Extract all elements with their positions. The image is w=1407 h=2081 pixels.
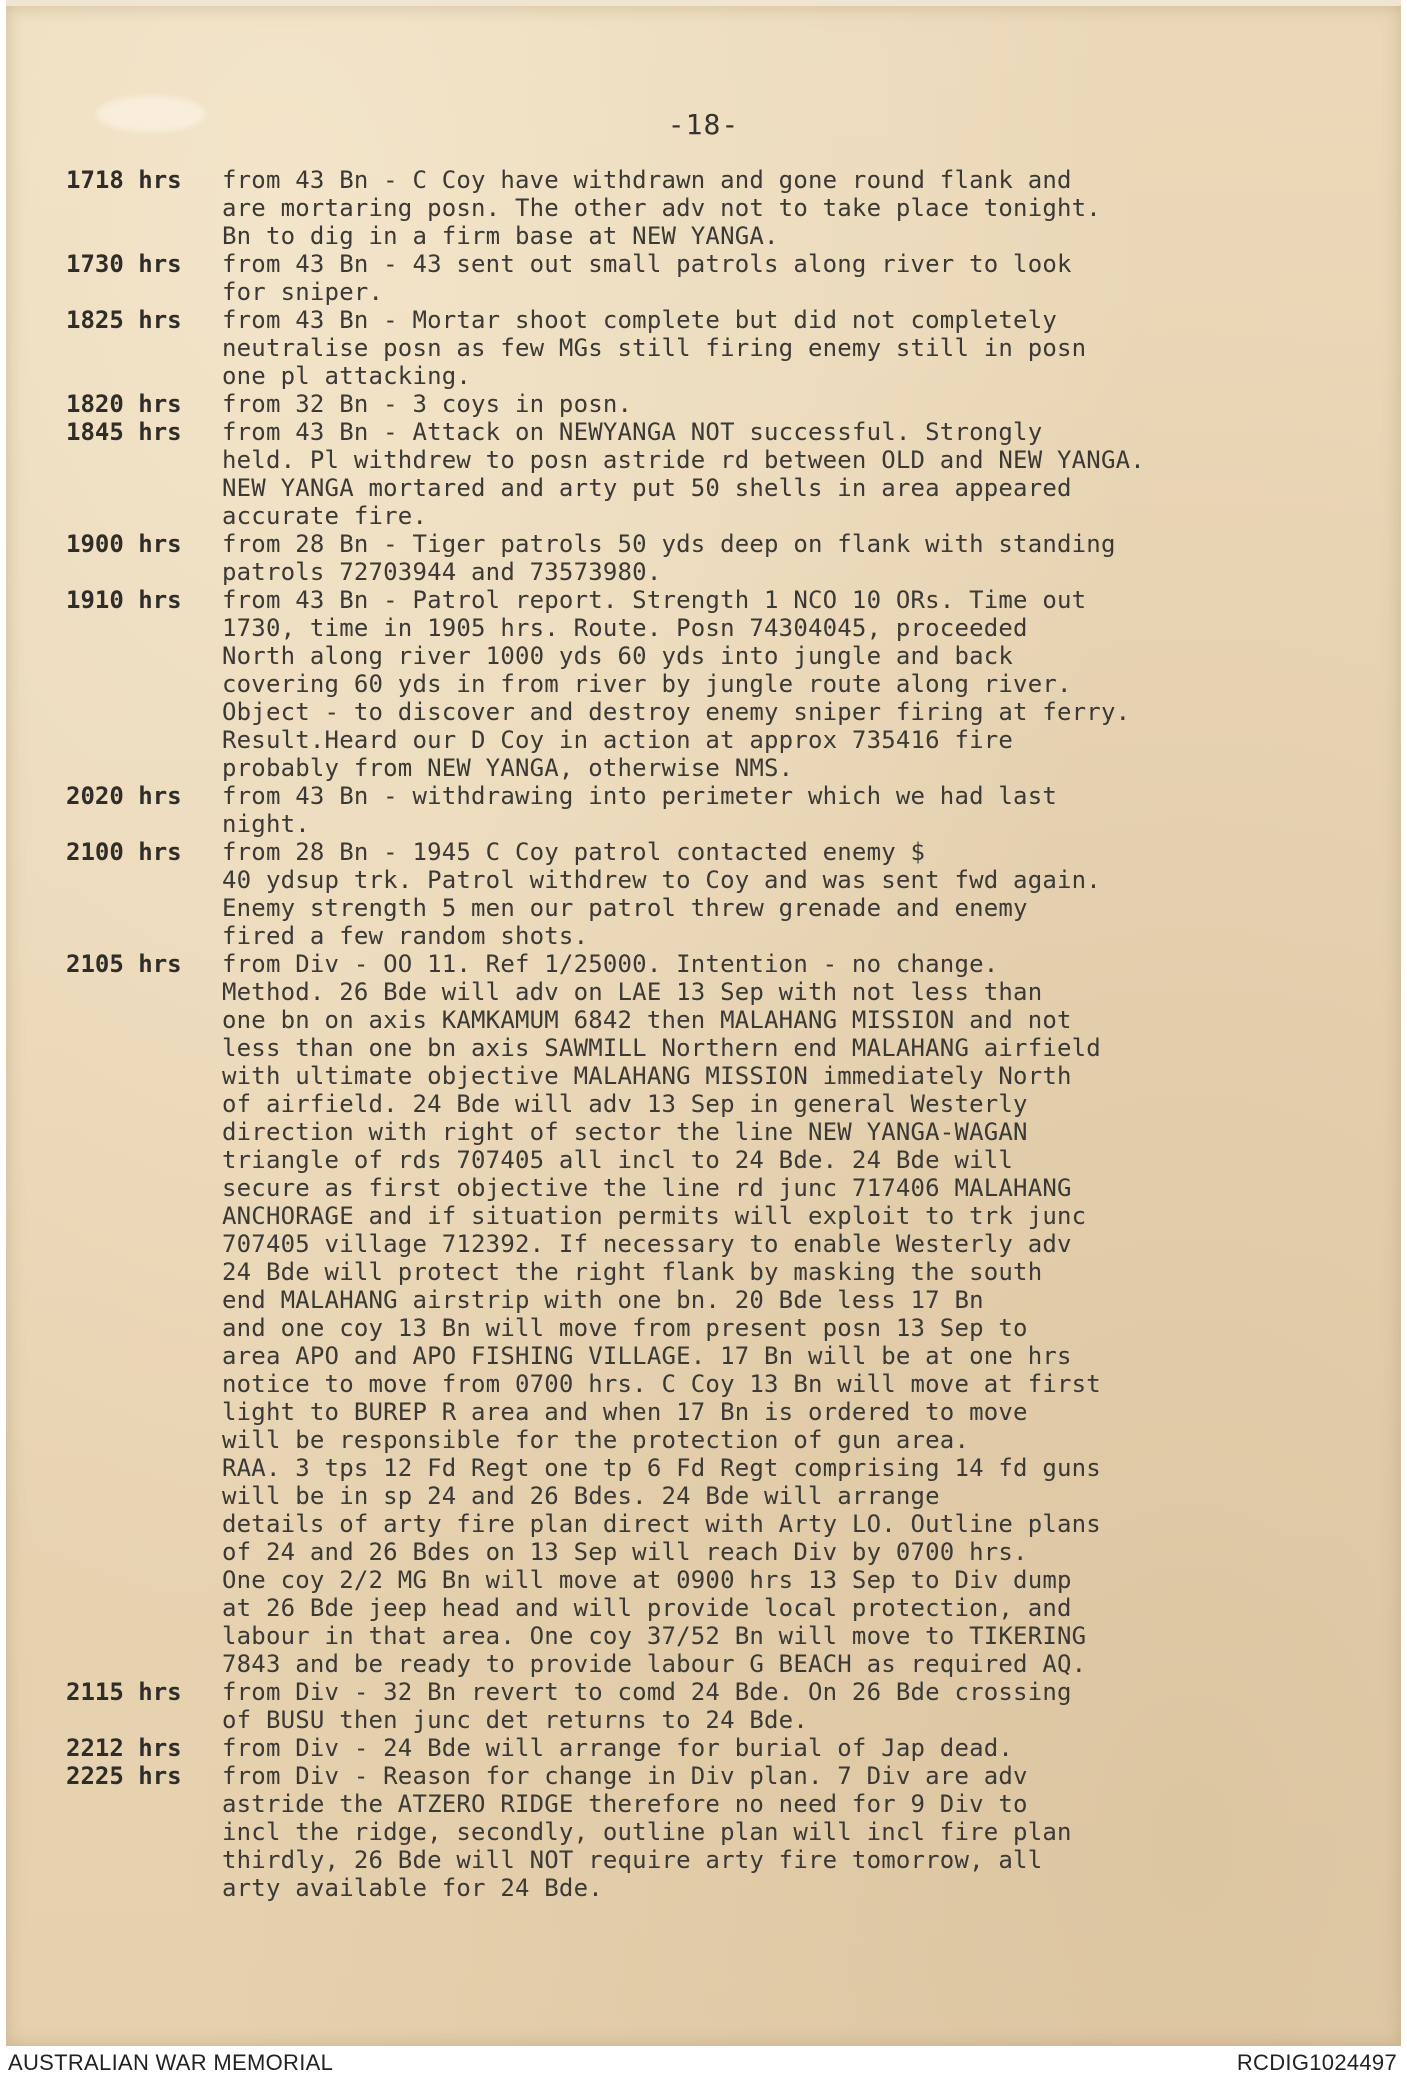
- log-entry: [66, 250, 1376, 306]
- entry-line: from 32 Bn - 3 coys in posn.: [222, 390, 633, 418]
- entry-line: from 28 Bn - Tiger patrols 50 yds deep on flank with standing: [222, 530, 1116, 558]
- entry-line: secure as first objective the line rd junc 717406 MALAHANG: [222, 1174, 1072, 1202]
- entry-line: from Div - OO 11. Ref 1/25000. Intention - no change.: [222, 950, 999, 978]
- entry-line: 40 ydsup trk. Patrol withdrew to Coy and was sent fwd again.: [222, 866, 1101, 894]
- entry-line: will be in sp 24 and 26 Bdes. 24 Bde will arrange: [222, 1482, 940, 1510]
- entry-line: Method. 26 Bde will adv on LAE 13 Sep with not less than: [222, 978, 1043, 1006]
- log-entry: [66, 530, 1376, 586]
- log-entry: [66, 166, 1376, 250]
- entry-line: one pl attacking.: [222, 362, 472, 390]
- entry-time: 2020 hrs: [66, 782, 182, 810]
- entry-line: held. Pl withdrew to posn astride rd between OLD and NEW YANGA.: [222, 446, 1145, 474]
- entry-text: [222, 306, 1376, 390]
- entry-time: 2225 hrs: [66, 1762, 182, 1790]
- entry-text: [222, 530, 1376, 586]
- entry-time: 1825 hrs: [66, 306, 182, 334]
- entry-text: [222, 250, 1376, 306]
- entry-line: accurate fire.: [222, 502, 428, 530]
- entry-line: thirdly, 26 Bde will NOT require arty fire tomorrow, all: [222, 1846, 1043, 1874]
- entry-line: Result.Heard our D Coy in action at approx 735416 fire: [222, 726, 1014, 754]
- entry-line: North along river 1000 yds 60 yds into jungle and back: [222, 642, 1014, 670]
- entry-line: light to BUREP R area and when 17 Bn is ordered to move: [222, 1398, 1028, 1426]
- entry-line: neutralise posn as few MGs still firing enemy still in posn: [222, 334, 1087, 362]
- entry-line: night.: [222, 810, 310, 838]
- entry-line: Enemy strength 5 men our patrol threw grenade and enemy: [222, 894, 1028, 922]
- entry-line: direction with right of sector the line NEW YANGA-WAGAN: [222, 1118, 1028, 1146]
- entry-line: from 43 Bn - Patrol report. Strength 1 NCO 10 ORs. Time out: [222, 586, 1087, 614]
- entry-line: are mortaring posn. The other adv not to take place tonight.: [222, 194, 1101, 222]
- entry-text: [222, 950, 1376, 1678]
- entry-line: patrols 72703944 and 73573980.: [222, 558, 662, 586]
- log-entry: [66, 782, 1376, 838]
- entry-line: of BUSU then junc det returns to 24 Bde.: [222, 1706, 808, 1734]
- entry-time: 2100 hrs: [66, 838, 182, 866]
- page-number: -18-: [667, 108, 740, 141]
- entry-line: one bn on axis KAMKAMUM 6842 then MALAHANG MISSION and not: [222, 1006, 1072, 1034]
- log-entry: [66, 950, 1376, 1678]
- entry-text: [222, 1762, 1376, 1902]
- log-entry: [66, 306, 1376, 390]
- log-entry: [66, 418, 1376, 530]
- entry-text: [222, 586, 1376, 782]
- entry-line: 24 Bde will protect the right flank by masking the south: [222, 1258, 1043, 1286]
- entry-line: with ultimate objective MALAHANG MISSION immediately North: [222, 1062, 1072, 1090]
- entry-time: 1910 hrs: [66, 586, 182, 614]
- entry-line: incl the ridge, secondly, outline plan will incl fire plan: [222, 1818, 1072, 1846]
- archive-credit: AUSTRALIAN WAR MEMORIAL: [8, 2050, 334, 2075]
- entry-time: 2212 hrs: [66, 1734, 182, 1762]
- entry-line: of 24 and 26 Bdes on 13 Sep will reach Div by 0700 hrs.: [222, 1538, 1028, 1566]
- entry-line: from Div - 24 Bde will arrange for burial of Jap dead.: [222, 1734, 1014, 1762]
- entry-line: triangle of rds 707405 all incl to 24 Bde. 24 Bde will: [222, 1146, 1014, 1174]
- entry-line: arty available for 24 Bde.: [222, 1874, 603, 1902]
- entry-line: from 43 Bn - Mortar shoot complete but did not completely: [222, 306, 1058, 334]
- entry-text: [222, 1734, 1376, 1762]
- entry-line: of airfield. 24 Bde will adv 13 Sep in general Westerly: [222, 1090, 1028, 1118]
- entry-line: for sniper.: [222, 278, 384, 306]
- entry-line: covering 60 yds in from river by jungle route along river.: [222, 670, 1072, 698]
- entry-line: from 43 Bn - withdrawing into perimeter which we had last: [222, 782, 1058, 810]
- entry-line: One coy 2/2 MG Bn will move at 0900 hrs 13 Sep to Div dump: [222, 1566, 1072, 1594]
- entry-line: 7843 and be ready to provide labour G BEACH as required AQ.: [222, 1650, 1087, 1678]
- log-entry: [66, 586, 1376, 782]
- entry-text: [222, 782, 1376, 838]
- record-identifier: RCDIG1024497: [1236, 2050, 1397, 2075]
- entry-line: ANCHORAGE and if situation permits will exploit to trk junc: [222, 1202, 1087, 1230]
- entry-line: NEW YANGA mortared and arty put 50 shells in area appeared: [222, 474, 1072, 502]
- entry-line: end MALAHANG airstrip with one bn. 20 Bde less 17 Bn: [222, 1286, 984, 1314]
- entry-time: 1718 hrs: [66, 166, 182, 194]
- entry-line: fired a few random shots.: [222, 922, 589, 950]
- entry-time: 1900 hrs: [66, 530, 182, 558]
- log-entry: [66, 1762, 1376, 1902]
- entry-time: 1845 hrs: [66, 418, 182, 446]
- log-entry: [66, 390, 1376, 418]
- entry-line: from 43 Bn - 43 sent out small patrols along river to look: [222, 250, 1072, 278]
- log-entry: [66, 838, 1376, 950]
- war-diary-log: [66, 166, 1376, 1902]
- entry-line: from 28 Bn - 1945 C Coy patrol contacted enemy $: [222, 838, 926, 866]
- entry-time: 2105 hrs: [66, 950, 182, 978]
- entry-line: notice to move from 0700 hrs. C Coy 13 Bn will move at first: [222, 1370, 1101, 1398]
- entry-time: 1820 hrs: [66, 390, 182, 418]
- entry-line: Bn to dig in a firm base at NEW YANGA.: [222, 222, 779, 250]
- entry-line: Object - to discover and destroy enemy sniper firing at ferry.: [222, 698, 1131, 726]
- entry-line: 707405 village 712392. If necessary to enable Westerly adv: [222, 1230, 1072, 1258]
- entry-line: area APO and APO FISHING VILLAGE. 17 Bn will be at one hrs: [222, 1342, 1072, 1370]
- document-page: [6, 6, 1401, 2046]
- entry-line: and one coy 13 Bn will move from present posn 13 Sep to: [222, 1314, 1028, 1342]
- entry-line: from Div - 32 Bn revert to comd 24 Bde. On 26 Bde crossing: [222, 1678, 1072, 1706]
- entry-line: from 43 Bn - Attack on NEWYANGA NOT successful. Strongly: [222, 418, 1043, 446]
- entry-line: at 26 Bde jeep head and will provide local protection, and: [222, 1594, 1072, 1622]
- entry-line: 1730, time in 1905 hrs. Route. Posn 74304045, proceeded: [222, 614, 1028, 642]
- entry-line: less than one bn axis SAWMILL Northern end MALAHANG airfield: [222, 1034, 1101, 1062]
- entry-line: will be responsible for the protection of gun area.: [222, 1426, 970, 1454]
- entry-line: RAA. 3 tps 12 Fd Regt one tp 6 Fd Regt comprising 14 fd guns: [222, 1454, 1101, 1482]
- log-entry: [66, 1734, 1376, 1762]
- entry-text: [222, 166, 1376, 250]
- entry-line: probably from NEW YANGA, otherwise NMS.: [222, 754, 794, 782]
- entry-time: 1730 hrs: [66, 250, 182, 278]
- entry-line: labour in that area. One coy 37/52 Bn will move to TIKERING: [222, 1622, 1087, 1650]
- entry-text: [222, 418, 1376, 530]
- entry-line: details of arty fire plan direct with Arty LO. Outline plans: [222, 1510, 1101, 1538]
- entry-line: from Div - Reason for change in Div plan. 7 Div are adv: [222, 1762, 1028, 1790]
- entry-text: [222, 1678, 1376, 1734]
- entry-text: [222, 390, 1376, 418]
- entry-text: [222, 838, 1376, 950]
- entry-time: 2115 hrs: [66, 1678, 182, 1706]
- log-entry: [66, 1678, 1376, 1734]
- entry-line: astride the ATZERO RIDGE therefore no need for 9 Div to: [222, 1790, 1028, 1818]
- entry-line: from 43 Bn - C Coy have withdrawn and gone round flank and: [222, 166, 1072, 194]
